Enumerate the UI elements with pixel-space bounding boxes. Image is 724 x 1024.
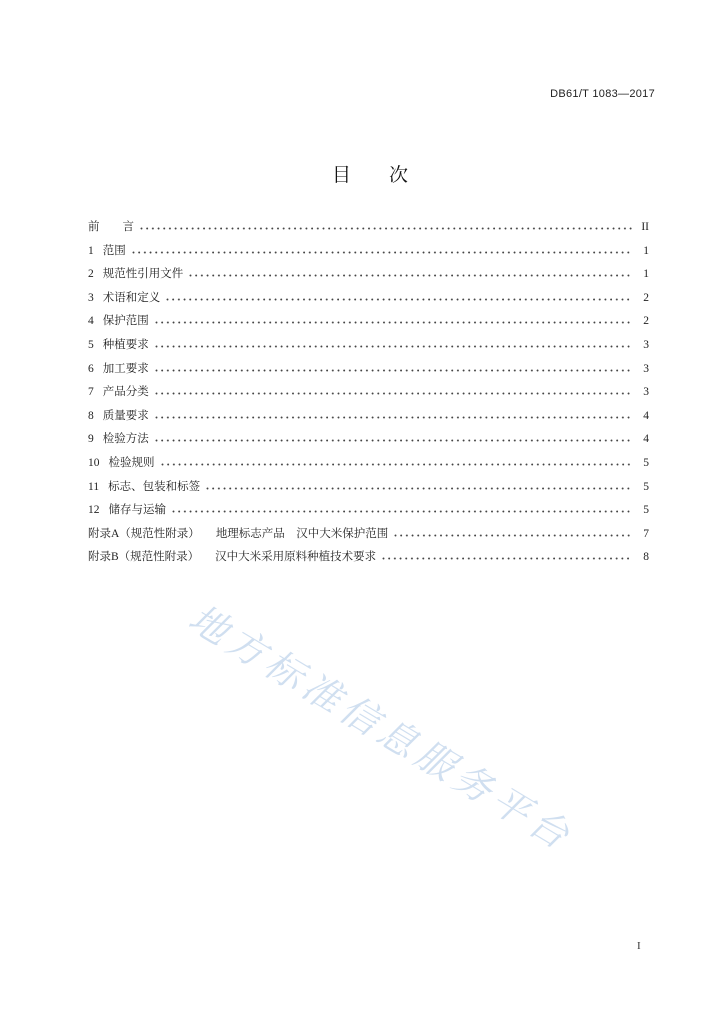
toc-entry-number: 10 xyxy=(88,456,100,469)
toc-entry-label: 储存与运输 xyxy=(108,504,166,517)
toc-entry-page: II xyxy=(641,221,649,233)
toc-entry-page: 7 xyxy=(643,527,649,540)
toc-entry-number: 1 xyxy=(88,244,94,257)
toc-entry-number: 12 xyxy=(88,504,100,517)
toc-entry-label: 地理标志产品 汉中大米保护范围 xyxy=(215,527,389,540)
toc-entry-number: 7 xyxy=(88,386,94,399)
toc-entry-number: 6 xyxy=(88,362,94,375)
toc-entry-label: 范围 xyxy=(102,244,126,257)
dot-leader xyxy=(189,269,632,277)
toc-entry-4 xyxy=(88,310,649,334)
toc-entry-page: 2 xyxy=(643,315,649,328)
toc-entry-label: 种植要求 xyxy=(102,338,149,351)
toc-entry-9 xyxy=(88,428,649,452)
dot-leader xyxy=(155,387,632,395)
toc-entry-page: 3 xyxy=(643,338,649,351)
watermark: 地方标准信息服务平台 xyxy=(181,595,582,861)
toc-entry-annex-b xyxy=(88,546,649,570)
dot-leader xyxy=(161,458,633,466)
toc-entry-number: 5 xyxy=(88,338,94,351)
toc-entry-number: 9 xyxy=(88,433,94,446)
dot-leader xyxy=(155,434,632,442)
toc-entry-8 xyxy=(88,405,649,429)
dot-leader xyxy=(155,411,632,419)
dot-leader xyxy=(382,552,632,560)
toc-entry-page: 3 xyxy=(643,362,649,375)
toc-entry-page: 5 xyxy=(643,480,649,493)
toc-entry-11 xyxy=(88,476,649,500)
toc-entry-page: 8 xyxy=(643,551,649,564)
toc-entry-number: 4 xyxy=(88,315,94,328)
toc-entry-2 xyxy=(88,263,649,287)
dot-leader xyxy=(155,364,632,372)
toc-entry-label: 检验方法 xyxy=(102,433,149,446)
toc-entry-6 xyxy=(88,358,649,382)
dot-leader xyxy=(132,246,632,254)
toc-entry-label: 加工要求 xyxy=(102,362,149,375)
toc-entry-label: 保护范围 xyxy=(102,315,149,328)
toc-entry-label: 产品分类 xyxy=(102,386,149,399)
toc-entry-label: 汉中大米采用原料种植技术要求 xyxy=(215,551,377,564)
toc-entry-number: 附录B（规范性附录） xyxy=(88,551,200,564)
toc-entry-foreword xyxy=(88,216,649,240)
dot-leader xyxy=(155,316,632,324)
toc-entry-label: 质量要求 xyxy=(102,409,149,422)
dot-leader xyxy=(394,529,632,537)
toc-entry-number: 2 xyxy=(88,268,94,281)
page-title: 目 次 xyxy=(331,165,408,186)
standard-code: DB61/T 1083—2017 xyxy=(550,88,655,100)
toc-entry-3 xyxy=(88,287,649,311)
toc-entry-page: 5 xyxy=(643,456,649,469)
toc-entry-12 xyxy=(88,499,649,523)
toc-entry-page: 1 xyxy=(643,244,649,257)
dot-leader xyxy=(206,482,632,490)
toc-entry-label: 标志、包装和标签 xyxy=(108,480,201,493)
toc-entry-10 xyxy=(88,452,649,476)
dot-leader xyxy=(140,222,632,230)
toc-entry-page: 4 xyxy=(643,433,649,446)
toc-entry-7 xyxy=(88,381,649,405)
toc-entry-number: 3 xyxy=(88,291,94,304)
table-of-contents xyxy=(88,216,649,570)
toc-entry-5 xyxy=(88,334,649,358)
toc-entry-label: 检验规则 xyxy=(108,456,155,469)
toc-entry-label: 术语和定义 xyxy=(102,291,161,304)
toc-entry-label: 规范性引用文件 xyxy=(102,268,184,281)
toc-entry-page: 3 xyxy=(643,386,649,399)
dot-leader xyxy=(166,293,632,301)
toc-entry-number: 附录A（规范性附录） xyxy=(88,527,200,540)
page-number: I xyxy=(637,940,641,952)
toc-entry-page: 1 xyxy=(643,268,649,281)
toc-entry-label: 前 言 xyxy=(88,221,134,233)
dot-leader xyxy=(172,505,632,513)
dot-leader xyxy=(155,340,632,348)
toc-entry-page: 4 xyxy=(643,409,649,422)
toc-entry-number: 8 xyxy=(88,409,94,422)
toc-entry-1 xyxy=(88,240,649,264)
toc-entry-page: 2 xyxy=(643,291,649,304)
toc-entry-page: 5 xyxy=(643,504,649,517)
toc-entry-number: 11 xyxy=(88,480,100,493)
toc-entry-annex-a xyxy=(88,523,649,547)
